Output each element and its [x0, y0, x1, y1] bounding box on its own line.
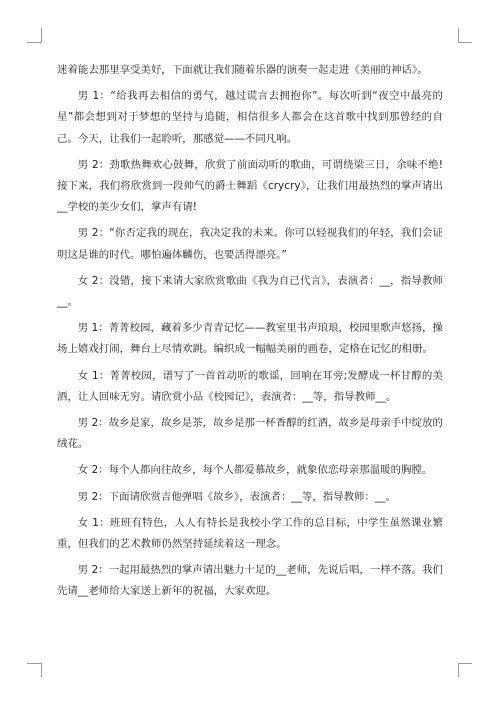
- paragraph: 男 1：“给我再去相信的勇气，越过谎言去拥抱你”。每次听到“夜空中最亮的星”都会想到对于梦想的坚持与追随，相信很多人都会在这首歌中找到那曾经的自己。今天，让我们一起聆听，那感觉——不同凡响。: [57, 90, 443, 145]
- paragraph: 男 2：“你否定我的现在，我决定我的未来。你可以轻视我们的年轻，我们会证明这是谁的时代。哪怕遍体麟伤，也要活得漂亮。”: [57, 227, 443, 261]
- paragraph: 男 1：菁菁校园，藏着多少青青记忆——教室里书声琅琅，校园里歌声悠扬，操场上嬉戏打闹，舞台上尽情欢跳。编织成一幅幅美丽的画卷，定格在记忆的相册。: [57, 322, 443, 356]
- paragraph: 女 1：菁菁校园，谱写了一首首动听的歌谣，回响在耳旁;发酵成一杯甘醇的美酒，让人回味无穷。请欣赏小品《校园记》，表演者：__等，指导教师__。: [57, 369, 443, 403]
- paragraph: 男 2：故乡是家，故乡是茶，故乡是那一杯香醇的红酒，故乡是母亲手中绽放的绒花。: [57, 417, 443, 451]
- paragraph: 男 2：下面请欣赏吉他弹唱《故乡》，表演者：__等，指导教师：__。: [77, 490, 396, 503]
- paragraph-continuation: 迷着能去那里享受美好，下面就让我们随着乐器的演奏一起走进《美丽的神话》。: [57, 64, 428, 76]
- paragraph: 男 2：一起用最热烈的掌声请出魅力十足的__老师，先说后唱，一样不落。我们先请__老师给大家送上新年的祝福，大家欢迎。: [57, 564, 443, 598]
- paragraph: 女 2：每个人都向往故乡，每个人都爱慕故乡，就象依恋母亲那温暖的胸膛。: [77, 464, 433, 477]
- document-body: [57, 60, 443, 608]
- paragraph: 女 1：班班有特色，人人有特长是我校小学工作的总目标，中学生虽然课业繁重，但我们的艺术教师仍然坚持延续着这一理念。: [57, 516, 443, 551]
- paragraph: 男 2：劲歌热舞欢心鼓舞，欣赏了前面动听的歌曲，可谓绕梁三日，余味不绝!接下来，我们将欣赏到一段帅气的爵士舞蹈《crycry》，让我们用最热烈的掌声请出__学校的美少女们，掌声有请!: [57, 158, 443, 214]
- paragraph: 女 2：没错，接下来请大家欣赏歌曲《我为自己代言》，表演者：__，指导教师__。: [57, 274, 443, 309]
